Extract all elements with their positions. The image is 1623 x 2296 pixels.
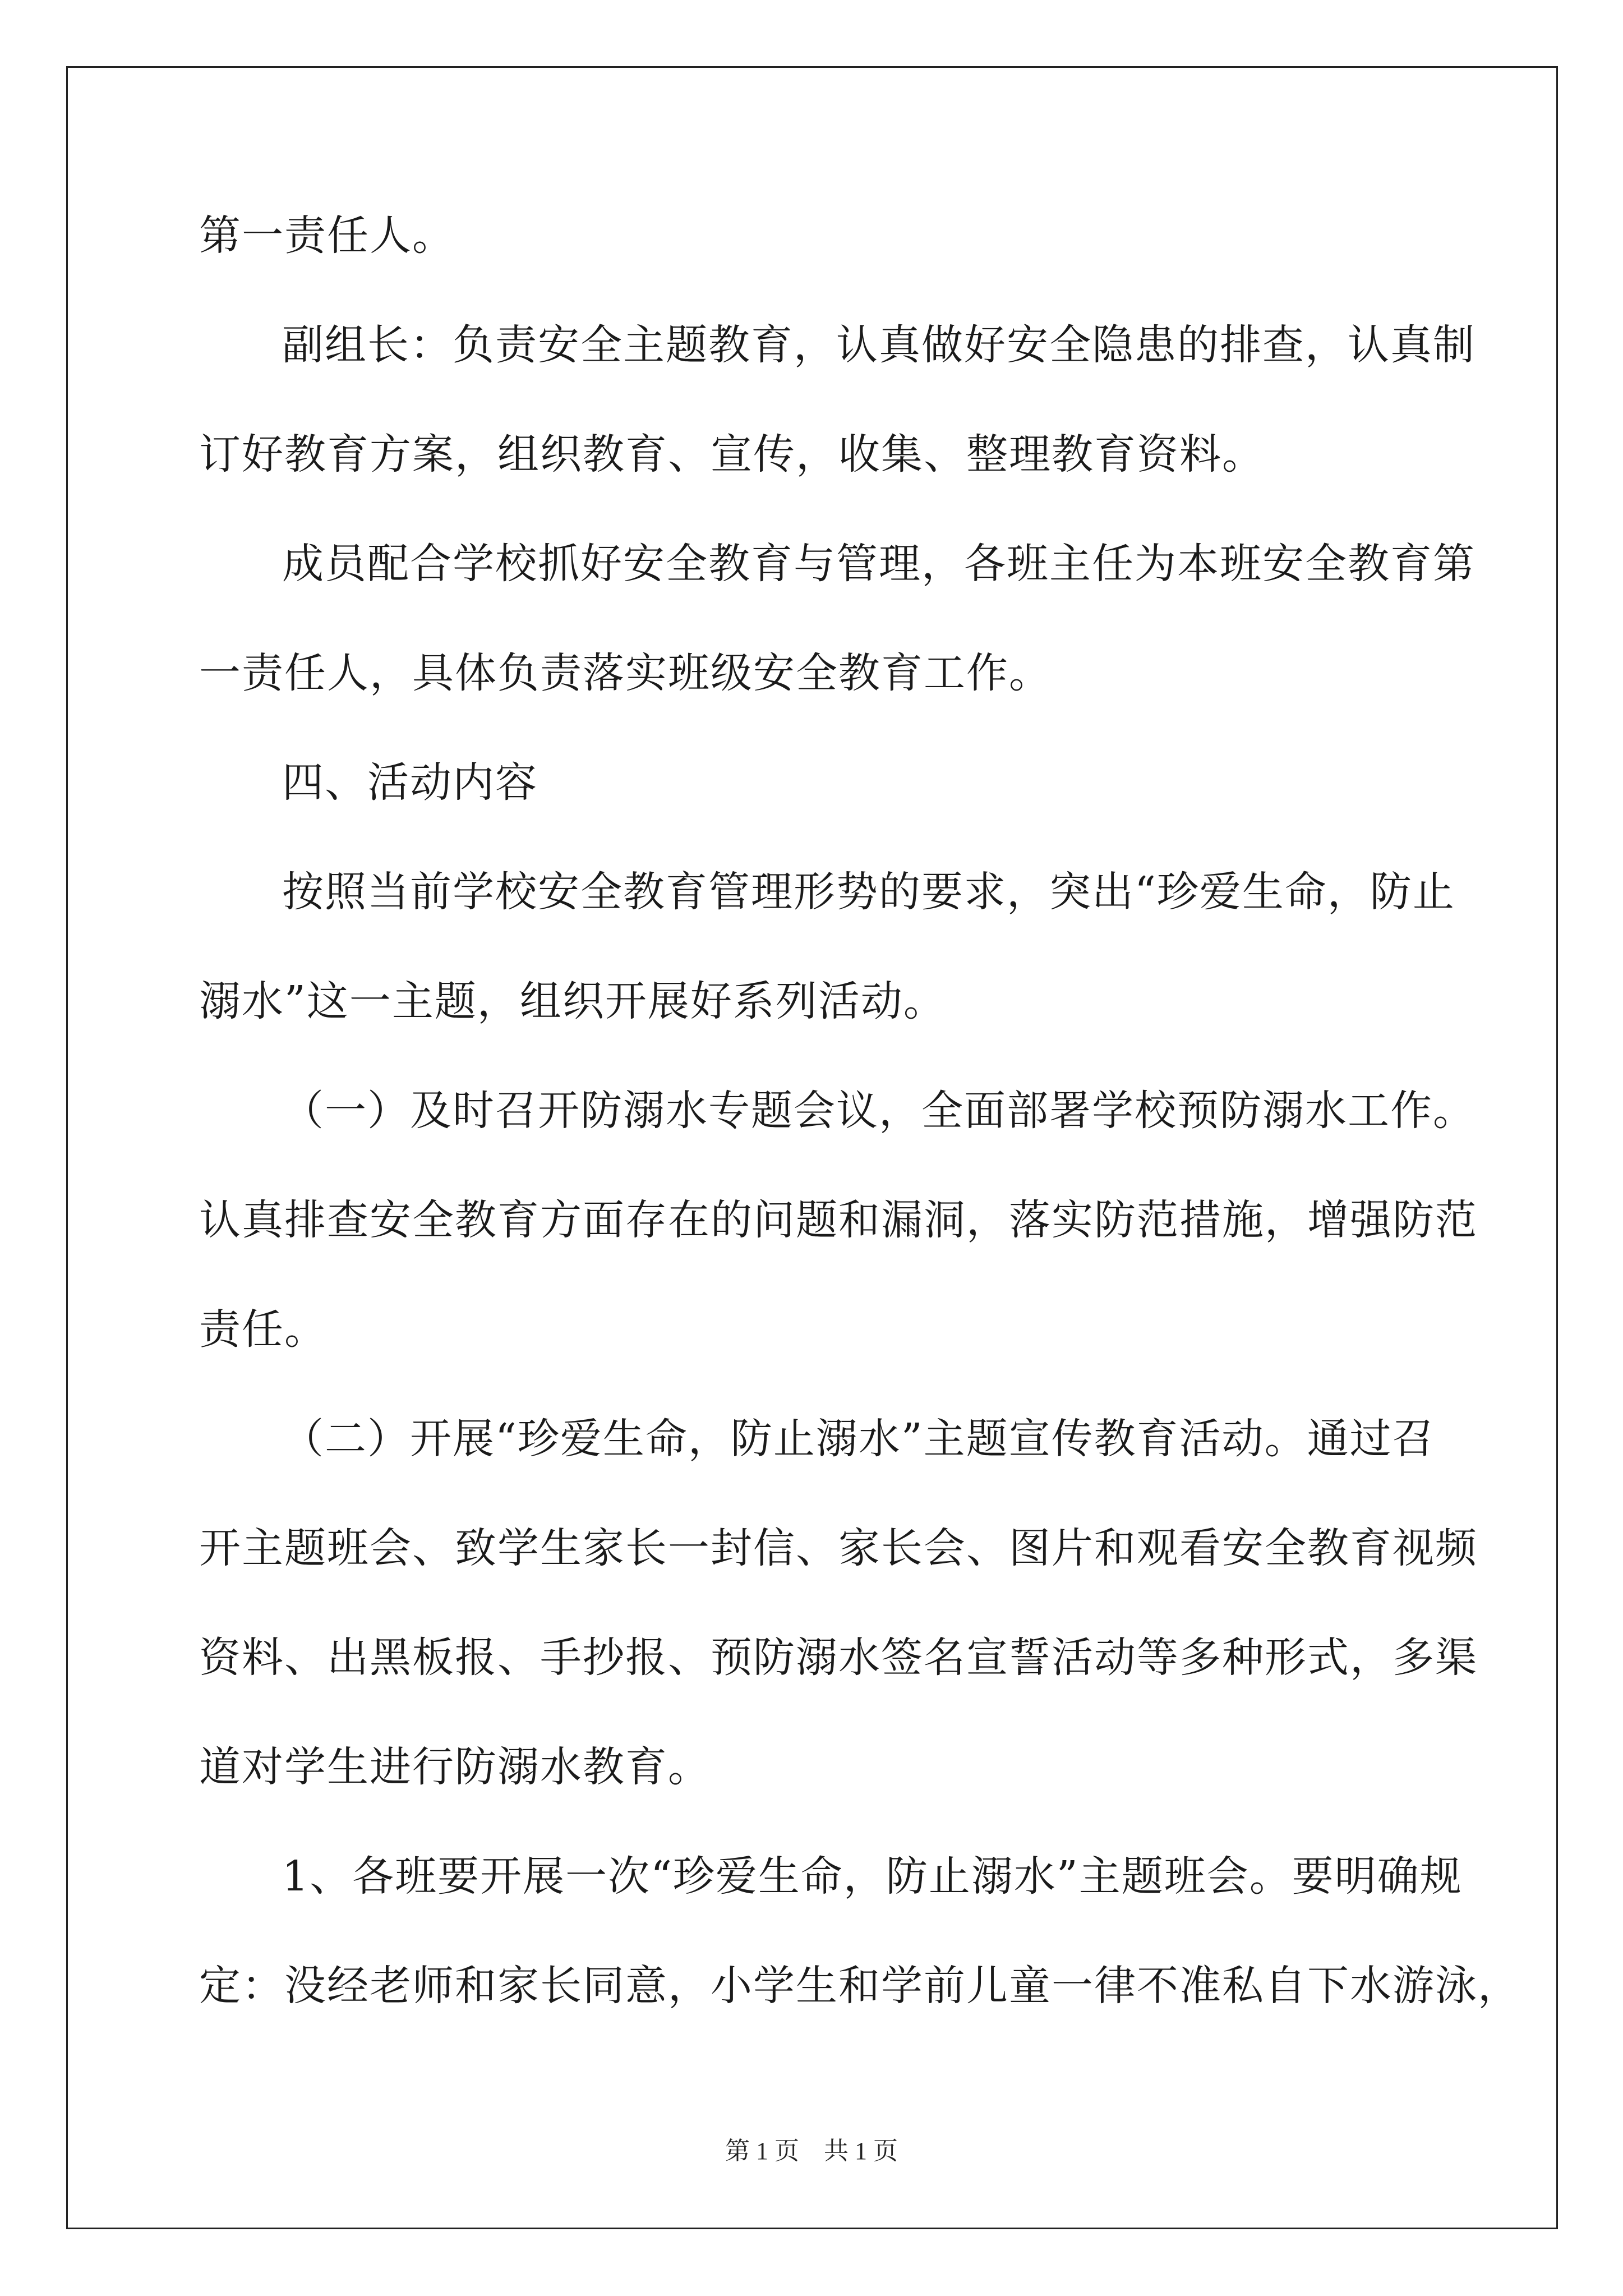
text-line: 资料、出黑板报、手抄报、预防溺水签名宣誓活动等多种形式，多渠 [199, 1634, 1478, 1682]
text-line: 订好教育方案，组织教育、宣传，收集、整理教育资料。 [199, 430, 1265, 478]
page-number-footer: 第 1 页 共 1 页 [725, 2137, 898, 2165]
text-line: （一）及时召开防溺水专题会议，全面部署学校预防溺水工作。 [282, 1087, 1476, 1135]
text-line: 1、各班要开展一次“珍爱生命，防止溺水”主题班会。要明确规 [282, 1852, 1463, 1901]
text-line: 溺水”这一主题，组织开展好系列活动。 [199, 977, 946, 1025]
text-line: 一责任人，具体负责落实班级安全教育工作。 [199, 649, 1052, 697]
text-line: 开主题班会、致学生家长一封信、家长会、图片和观看安全教育视频 [199, 1524, 1478, 1572]
text-line: 道对学生进行防溺水教育。 [199, 1743, 711, 1791]
text-line: （二）开展“珍爱生命，防止溺水”主题宣传教育活动。通过召 [282, 1415, 1435, 1463]
text-line: 按照当前学校安全教育管理形势的要求，突出“珍爱生命，防止 [282, 868, 1455, 916]
text-line: 第一责任人。 [199, 211, 455, 260]
text-line: 认真排查安全教育方面存在的问题和漏洞，落实防范措施，增强防范 [199, 1196, 1478, 1244]
text-line: 副组长：负责安全主题教育，认真做好安全隐患的排查，认真制 [282, 321, 1476, 369]
page-border [66, 66, 1558, 2229]
section-heading: 四、活动内容 [282, 758, 538, 807]
text-line: 责任。 [199, 1305, 327, 1354]
text-line: 定：没经老师和家长同意，小学生和学前儿童一律不准私自下水游泳， [199, 1962, 1520, 2010]
text-line: 成员配合学校抓好安全教育与管理，各班主任为本班安全教育第 [282, 540, 1476, 588]
